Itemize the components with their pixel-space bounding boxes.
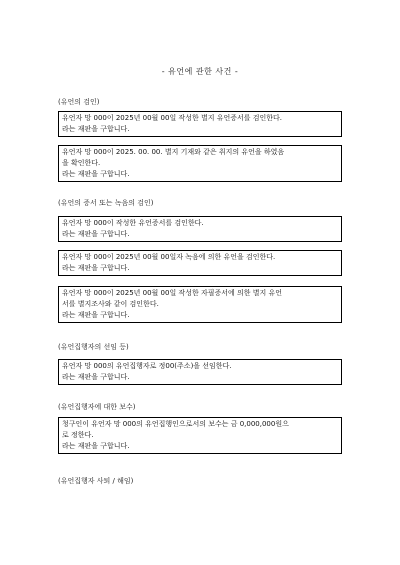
request-line: 유언자 망 000이 2025년 00월 00일 작성한 자필증서에 의한 별지 유언 <box>62 289 283 297</box>
request-box <box>58 359 342 385</box>
request-line: 유언자 망 000의 유언집행자로 정00(주소)을 선임한다. <box>62 362 232 370</box>
request-line: 라는 재판을 구합니다. <box>62 442 130 450</box>
section-heading: (유언집행자에 대한 보수) <box>58 403 136 411</box>
request-box <box>58 417 342 454</box>
request-line: 로 정한다. <box>62 431 94 439</box>
request-line: 청구인이 유언자 망 000의 유언집행인으로서의 보수는 금 0,000,000원으 <box>62 420 289 428</box>
section-heading: (유언집행자의 선임 등) <box>58 343 129 351</box>
request-line: 유언자 망 000이 2025. 00. 00. 별지 기재와 같은 취지의 유언을 하였음 <box>62 148 285 156</box>
request-line: 유언자 망 000이 2025년 00월 00일자 녹음에 의한 유언을 검인한다. <box>62 253 276 261</box>
request-line: 라는 재판을 구합니다. <box>62 125 130 133</box>
page-title: - 유언에 관한 사건 - <box>161 67 239 76</box>
request-line: 유언자 망 000이 2025년 00월 00일 작성한 별지 유언증서를 검인한다. <box>62 114 283 122</box>
request-line: 라는 재판을 구합니다. <box>62 170 130 178</box>
request-box <box>58 250 342 276</box>
request-box <box>58 111 342 137</box>
request-line: 라는 재판을 구합니다. <box>62 264 130 272</box>
request-line: 을 확인한다. <box>62 159 101 167</box>
request-line: 라는 재판을 구합니다. <box>62 311 130 319</box>
request-box <box>58 286 342 323</box>
request-line: 라는 재판을 구합니다. <box>62 230 130 238</box>
request-line: 유언자 망 000이 작성한 유언증서를 검인한다. <box>62 219 204 227</box>
section-heading: (유언집행자 사퇴 / 해임) <box>58 477 134 485</box>
request-box <box>58 145 342 182</box>
request-line: 서를 별지조사와 같이 검인한다. <box>62 300 159 308</box>
request-box <box>58 216 342 242</box>
section-heading: (유언의 증서 또는 녹음의 검인) <box>58 199 154 207</box>
section-heading: (유언의 검인) <box>58 98 100 106</box>
request-line: 라는 재판을 구합니다. <box>62 373 130 381</box>
